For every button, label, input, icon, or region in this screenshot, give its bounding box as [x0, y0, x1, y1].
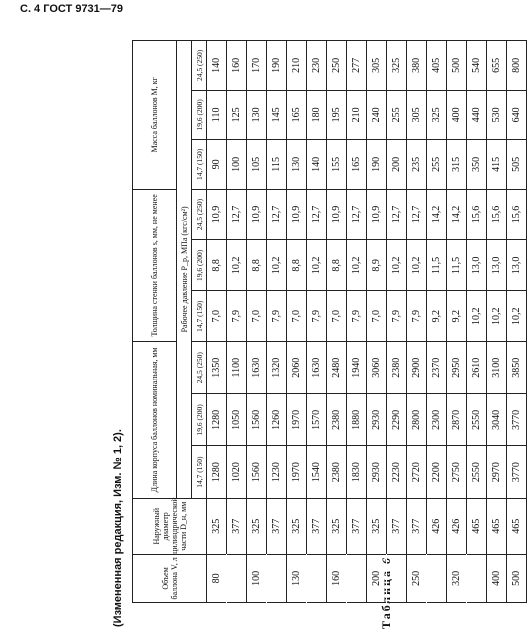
- mass-cell: 240: [367, 90, 387, 140]
- table-number: 6: [379, 558, 393, 565]
- length-cell: 1560: [247, 394, 267, 446]
- length-cell: 1880: [347, 394, 367, 446]
- mass-cell: 140: [207, 41, 227, 91]
- pressure-label: 19,6 (200): [192, 240, 207, 291]
- mass-cell: 505: [507, 140, 527, 190]
- thickness-cell: 12,7: [267, 189, 287, 240]
- mass-cell: 140: [307, 140, 327, 190]
- length-cell: 1280: [207, 394, 227, 446]
- volume-cell: [227, 554, 247, 602]
- mass-cell: 165: [287, 90, 307, 140]
- length-cell: 3040: [487, 394, 507, 446]
- table-row: [267, 41, 287, 603]
- length-cell: 2380: [327, 394, 347, 446]
- thickness-cell: 8,9: [367, 240, 387, 291]
- diameter-cell: 325: [367, 498, 387, 554]
- mass-cell: 200: [387, 140, 407, 190]
- length-cell: 2870: [447, 394, 467, 446]
- table-row: [287, 41, 307, 603]
- table-row: [367, 41, 387, 603]
- volume-cell: [347, 554, 367, 602]
- mass-cell: 315: [447, 140, 467, 190]
- diameter-cell: 426: [427, 498, 447, 554]
- mass-cell: 115: [267, 140, 287, 190]
- thickness-cell: 12,7: [387, 189, 407, 240]
- volume-cell: 100: [247, 554, 267, 602]
- mass-cell: 405: [427, 41, 447, 91]
- pressure-row-header: Рабочее давление P_р, МПа (кгс/см²): [177, 41, 192, 499]
- thickness-cell: 8,8: [327, 240, 347, 291]
- mass-cell: 250: [327, 41, 347, 91]
- length-cell: 2230: [387, 446, 407, 498]
- thickness-cell: 7,0: [367, 291, 387, 342]
- mass-cell: 90: [207, 140, 227, 190]
- col-length-header: Длина корпуса баллонов номинальная, мм: [133, 342, 177, 499]
- diameter-cell: 377: [267, 498, 287, 554]
- rotated-page-content: [0, 21, 522, 633]
- mass-cell: 100: [227, 140, 247, 190]
- pressure-label: 14,7 (150): [192, 291, 207, 342]
- length-cell: 3770: [507, 394, 527, 446]
- col-diameter-header: Наружный диаметр цилиндрической части D_н, мм: [133, 498, 207, 554]
- thickness-cell: 7,9: [387, 291, 407, 342]
- thickness-cell: 10,9: [327, 189, 347, 240]
- mass-cell: 165: [347, 140, 367, 190]
- pressure-label: 19,6 (200): [192, 394, 207, 446]
- length-cell: 2200: [427, 446, 447, 498]
- thickness-cell: 14,2: [427, 189, 447, 240]
- volume-cell: [267, 554, 287, 602]
- col-volume-header: Объем баллона V, л: [133, 554, 207, 602]
- mass-cell: 155: [327, 140, 347, 190]
- mass-cell: 160: [227, 41, 247, 91]
- thickness-cell: 12,7: [347, 189, 367, 240]
- volume-cell: 80: [207, 554, 227, 602]
- volume-cell: 320: [447, 554, 467, 602]
- mass-cell: 210: [347, 90, 367, 140]
- mass-cell: 195: [327, 90, 347, 140]
- table-row: [327, 41, 347, 603]
- diameter-cell: 377: [307, 498, 327, 554]
- thickness-cell: 12,7: [307, 189, 327, 240]
- thickness-cell: 7,9: [267, 291, 287, 342]
- mass-cell: 125: [227, 90, 247, 140]
- length-cell: 1260: [267, 394, 287, 446]
- thickness-cell: 7,0: [327, 291, 347, 342]
- length-cell: 2550: [467, 394, 487, 446]
- thickness-cell: 13,0: [487, 240, 507, 291]
- thickness-cell: 12,7: [407, 189, 427, 240]
- mass-cell: 210: [287, 41, 307, 91]
- thickness-cell: 10,9: [287, 189, 307, 240]
- thickness-cell: 11,5: [427, 240, 447, 291]
- volume-cell: [387, 554, 407, 602]
- diameter-cell: 325: [207, 498, 227, 554]
- length-cell: 1630: [247, 342, 267, 394]
- mass-cell: 305: [407, 90, 427, 140]
- table-row: [507, 41, 527, 603]
- table-row: [207, 41, 227, 603]
- length-cell: 1560: [247, 446, 267, 498]
- volume-cell: 400: [487, 554, 507, 602]
- length-cell: 1350: [207, 342, 227, 394]
- table-row: [247, 41, 267, 603]
- mass-cell: 540: [467, 41, 487, 91]
- mass-cell: 380: [407, 41, 427, 91]
- table-row: [347, 41, 367, 603]
- table-row: [407, 41, 427, 603]
- thickness-cell: 10,2: [507, 291, 527, 342]
- thickness-cell: 10,9: [207, 189, 227, 240]
- thickness-cell: 7,9: [407, 291, 427, 342]
- thickness-cell: 7,9: [227, 291, 247, 342]
- mass-cell: 130: [287, 140, 307, 190]
- diameter-cell: 377: [407, 498, 427, 554]
- table-body: [207, 41, 527, 603]
- thickness-cell: 15,6: [507, 189, 527, 240]
- length-cell: 1570: [307, 394, 327, 446]
- length-cell: 2970: [487, 446, 507, 498]
- diameter-cell: 325: [327, 498, 347, 554]
- thickness-cell: 13,0: [507, 240, 527, 291]
- diameter-cell: 377: [227, 498, 247, 554]
- volume-cell: [467, 554, 487, 602]
- length-cell: 2750: [447, 446, 467, 498]
- length-cell: 2060: [287, 342, 307, 394]
- length-cell: 2300: [427, 394, 447, 446]
- thickness-cell: 9,2: [447, 291, 467, 342]
- mass-cell: 530: [487, 90, 507, 140]
- thickness-cell: 15,6: [487, 189, 507, 240]
- mass-cell: 170: [247, 41, 267, 91]
- pressure-label: 14,7 (150): [192, 446, 207, 498]
- thickness-cell: 7,0: [287, 291, 307, 342]
- cylinder-spec-table: [132, 40, 527, 603]
- thickness-cell: 10,2: [267, 240, 287, 291]
- col-thickness-header: Толщина стенки баллонов s, мм, не менее: [133, 189, 177, 342]
- thickness-cell: 8,8: [247, 240, 267, 291]
- length-cell: 2610: [467, 342, 487, 394]
- diameter-cell: 426: [447, 498, 467, 554]
- length-cell: 3770: [507, 446, 527, 498]
- diameter-cell: 377: [347, 498, 367, 554]
- mass-cell: 500: [447, 41, 467, 91]
- mass-cell: 190: [367, 140, 387, 190]
- thickness-cell: 13,0: [467, 240, 487, 291]
- table-row: [427, 41, 447, 603]
- diameter-cell: 465: [507, 498, 527, 554]
- mass-cell: 277: [347, 41, 367, 91]
- pressure-label: 14,7 (150): [192, 140, 207, 190]
- mass-cell: 110: [207, 90, 227, 140]
- amendment-footnote: (Измененная редакция, Изм. № 1, 2).: [112, 429, 124, 627]
- thickness-cell: 7,0: [247, 291, 267, 342]
- page-header: С. 4 ГОСТ 9731—79: [20, 3, 124, 15]
- diameter-cell: 325: [287, 498, 307, 554]
- thickness-cell: 10,2: [347, 240, 367, 291]
- volume-cell: 200: [367, 554, 387, 602]
- pressure-label: 24,5 (250): [192, 342, 207, 394]
- mass-cell: 180: [307, 90, 327, 140]
- mass-cell: 230: [307, 41, 327, 91]
- thickness-cell: 7,9: [307, 291, 327, 342]
- pressure-label: 24,5 (250): [192, 189, 207, 240]
- length-cell: 1020: [227, 446, 247, 498]
- mass-cell: 400: [447, 90, 467, 140]
- table-row: [447, 41, 467, 603]
- col-mass-header: Масса баллонов M, кг: [133, 41, 177, 190]
- volume-cell: 250: [407, 554, 427, 602]
- table-row: [387, 41, 407, 603]
- table-row: [467, 41, 487, 603]
- thickness-cell: 10,9: [247, 189, 267, 240]
- thickness-cell: 10,2: [467, 291, 487, 342]
- length-cell: 3060: [367, 342, 387, 394]
- volume-cell: 500: [507, 554, 527, 602]
- diameter-cell: 325: [247, 498, 267, 554]
- mass-cell: 255: [387, 90, 407, 140]
- diameter-cell: 377: [387, 498, 407, 554]
- length-cell: 2380: [327, 446, 347, 498]
- length-cell: 1230: [267, 446, 287, 498]
- thickness-cell: 15,6: [467, 189, 487, 240]
- length-cell: 2720: [407, 446, 427, 498]
- length-cell: 1050: [227, 394, 247, 446]
- length-cell: 3850: [507, 342, 527, 394]
- thickness-cell: 11,5: [447, 240, 467, 291]
- thickness-cell: 10,2: [387, 240, 407, 291]
- table-row: [307, 41, 327, 603]
- length-cell: 2900: [407, 342, 427, 394]
- mass-cell: 255: [427, 140, 447, 190]
- thickness-cell: 10,2: [307, 240, 327, 291]
- length-cell: 2290: [387, 394, 407, 446]
- mass-cell: 305: [367, 41, 387, 91]
- thickness-cell: 10,9: [367, 189, 387, 240]
- thickness-cell: 12,7: [227, 189, 247, 240]
- table-label: Таблица: [379, 569, 393, 629]
- mass-cell: 325: [387, 41, 407, 91]
- thickness-cell: 7,9: [347, 291, 367, 342]
- volume-cell: [427, 554, 447, 602]
- thickness-cell: 9,2: [427, 291, 447, 342]
- volume-cell: 160: [327, 554, 347, 602]
- table-row: [487, 41, 507, 603]
- mass-cell: 800: [507, 41, 527, 91]
- length-cell: 2800: [407, 394, 427, 446]
- mass-cell: 130: [247, 90, 267, 140]
- volume-cell: 130: [287, 554, 307, 602]
- thickness-cell: 7,0: [207, 291, 227, 342]
- length-cell: 2930: [367, 446, 387, 498]
- thickness-cell: 10,2: [407, 240, 427, 291]
- length-cell: 1100: [227, 342, 247, 394]
- mass-cell: 190: [267, 41, 287, 91]
- length-cell: 1830: [347, 446, 367, 498]
- mass-cell: 440: [467, 90, 487, 140]
- mass-cell: 105: [247, 140, 267, 190]
- mass-cell: 145: [267, 90, 287, 140]
- diameter-cell: 465: [467, 498, 487, 554]
- thickness-cell: 10,2: [487, 291, 507, 342]
- length-cell: 1970: [287, 394, 307, 446]
- thickness-cell: 10,2: [227, 240, 247, 291]
- mass-cell: 640: [507, 90, 527, 140]
- length-cell: 2950: [447, 342, 467, 394]
- length-cell: 2480: [327, 342, 347, 394]
- length-cell: 1320: [267, 342, 287, 394]
- length-cell: 2380: [387, 342, 407, 394]
- length-cell: 2930: [367, 394, 387, 446]
- thickness-cell: 8,8: [207, 240, 227, 291]
- length-cell: 1540: [307, 446, 327, 498]
- length-cell: 2550: [467, 446, 487, 498]
- mass-cell: 415: [487, 140, 507, 190]
- length-cell: 1970: [287, 446, 307, 498]
- length-cell: 3100: [487, 342, 507, 394]
- diameter-cell: 465: [487, 498, 507, 554]
- volume-cell: [307, 554, 327, 602]
- mass-cell: 350: [467, 140, 487, 190]
- length-cell: 1630: [307, 342, 327, 394]
- length-cell: 1280: [207, 446, 227, 498]
- mass-cell: 325: [427, 90, 447, 140]
- pressure-label: 19,6 (200): [192, 90, 207, 140]
- length-cell: 2370: [427, 342, 447, 394]
- thickness-cell: 14,2: [447, 189, 467, 240]
- mass-cell: 235: [407, 140, 427, 190]
- length-cell: 1940: [347, 342, 367, 394]
- mass-cell: 655: [487, 41, 507, 91]
- table-row: [227, 41, 247, 603]
- thickness-cell: 8,8: [287, 240, 307, 291]
- pressure-label: 24,5 (250): [192, 41, 207, 91]
